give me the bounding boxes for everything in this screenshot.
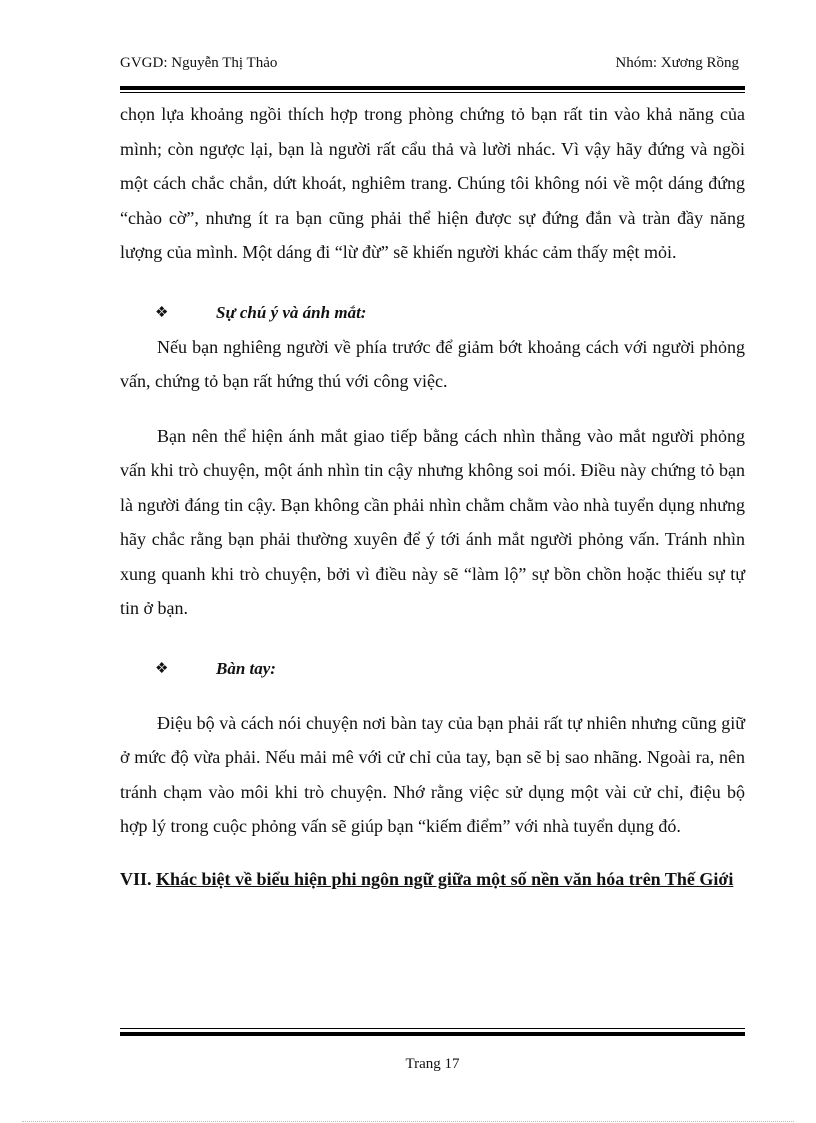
chapter-heading	[120, 862, 745, 896]
header-instructor: GVGD: Nguyễn Thị Thảo	[120, 55, 278, 71]
page-edge-dotted-line	[22, 1121, 794, 1122]
page-header	[120, 52, 745, 74]
page-number: Trang 17	[405, 1056, 460, 1072]
section-heading-attention	[120, 296, 745, 330]
header-rule-thick	[120, 86, 745, 90]
body-paragraph: chọn lựa khoảng ngồi thích hợp trong phòng chứng tỏ bạn rất tin vào khả năng của mình; còn ngược lại, bạn là người rất cẩu thả và lười nhác. Vì vậy hãy đứng và ngồi một cách chắc chắn, dứt khoát, nghiêm trang. Chúng tôi không nói về một dáng đứng “chào cờ”, nhưng ít ra bạn cũng phải thể hiện được sự đứng đắn và tràn đầy năng lượng của mình. Một dáng đi “lừ đừ” sẽ khiến người khác cảm thấy mệt mỏi.	[120, 104, 745, 262]
diamond-bullet-icon: ❖	[155, 305, 169, 321]
header-rule-thin	[120, 92, 745, 93]
diamond-bullet-icon: ❖	[155, 661, 169, 677]
body-paragraph: Nếu bạn nghiêng người về phía trước để giảm bớt khoảng cách với người phỏng vấn, chứng tỏ bạn rất hứng thú với công việc.	[120, 336, 745, 391]
chapter-title: Khác biệt về biểu hiện phi ngôn ngữ giữa một số nền văn hóa trên Thế Giới	[156, 868, 734, 889]
chapter-number: VII.	[120, 868, 152, 889]
section-title: Sự chú ý và ánh mắt:	[216, 302, 367, 322]
header-group: Nhóm: Xương Rồng	[615, 55, 739, 71]
body-paragraph: Bạn nên thể hiện ánh mắt giao tiếp bằng cách nhìn thẳng vào mắt người phỏng vấn khi trò chuyện, một ánh nhìn tin cậy nhưng không soi mói. Điều này chứng tỏ bạn là người đáng tin cậy. Bạn không cần phải nhìn chằm chằm vào nhà tuyển dụng nhưng hãy chắc rằng bạn phải thường xuyên để ý tới ánh mắt người phỏng vấn. Tránh nhìn xung quanh khi trò chuyện, bởi vì điều này sẽ “làm lộ” sự bồn chồn hoặc thiếu sự tự tin ở bạn.	[120, 425, 745, 618]
section-heading-hands	[120, 652, 745, 686]
section-title: Bàn tay:	[216, 658, 276, 678]
footer-rule-thick	[120, 1032, 745, 1036]
page-body	[120, 97, 745, 896]
footer-rule-thin	[120, 1028, 745, 1029]
body-paragraph: Điệu bộ và cách nói chuyện nơi bàn tay của bạn phải rất tự nhiên nhưng cũng giữ ở mức độ vừa phải. Nếu mải mê với cử chỉ của tay, bạn sẽ bị sao nhãng. Ngoài ra, nên tránh chạm vào môi khi trò chuyện. Nhớ rằng việc sử dụng một vài cử chỉ, điệu bộ hợp lý trong cuộc phỏng vấn sẽ giúp bạn “kiếm điểm” với nhà tuyển dụng đó.	[120, 712, 745, 836]
